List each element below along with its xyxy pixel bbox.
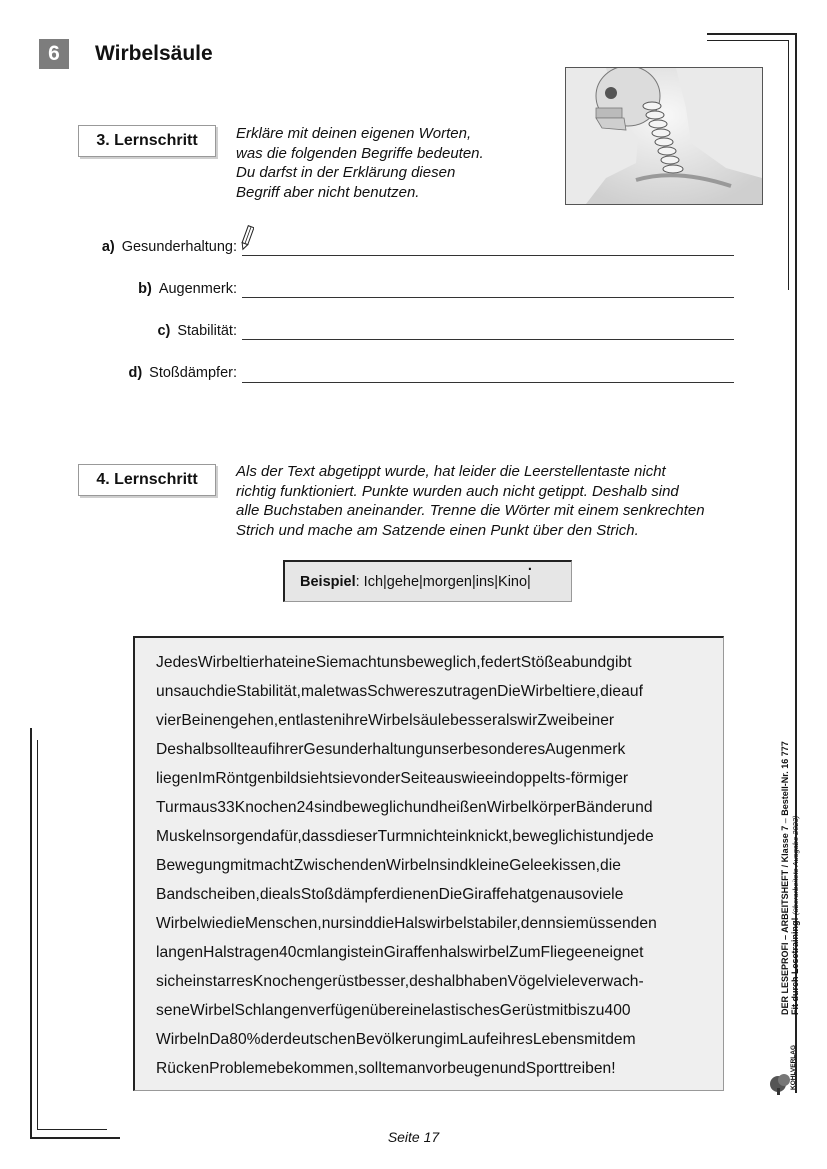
series-title: DER LESEPROFI – ARBEITSHEFT / Klasse 7 — [780, 825, 790, 1015]
corner-line — [707, 33, 797, 35]
step3-label: 3. Lernschritt — [78, 125, 216, 157]
step4-instructions — [236, 462, 705, 540]
answer-line-b[interactable] — [242, 297, 734, 298]
chapter-number: 6 — [39, 39, 69, 69]
text-line: RückenProblemebekommen,solltemanvorbeugenundSporttreiben! — [156, 1060, 616, 1077]
term-label: Augenmerk: — [158, 281, 237, 297]
page-title: Wirbelsäule — [95, 42, 213, 65]
instruction-line: was die folgenden Begriffe bedeuten. — [236, 144, 484, 162]
corner-line — [30, 728, 32, 1139]
corner-line — [707, 40, 789, 41]
answer-line-a[interactable] — [242, 255, 734, 256]
side-imprint — [780, 741, 801, 1015]
text-line: sicheinstarresKnochengerüstbesser,deshalbhabenVögelvieleverwach- — [156, 973, 644, 990]
corner-line — [788, 40, 789, 290]
text-line: WirbelnDa80%derdeutschenBevölkerungimLaufeihresLebensmitdem — [156, 1031, 636, 1048]
text-line: liegenImRöntgenbildsiehtsievonderSeiteauswieeindoppelts-förmiger — [156, 770, 629, 787]
pencil-icon — [240, 224, 254, 257]
instruction-line: Du darfst in der Erklärung diesen — [236, 164, 456, 181]
text-line: vierBeinengehen,entlastenihreWirbelsäulebesseralswirZweibeiner — [156, 712, 615, 729]
page-number: Seite 17 — [387, 1129, 440, 1145]
instruction-line: Begriff aber nicht benutzen. — [236, 183, 420, 201]
term-label: Stabilität: — [177, 323, 237, 339]
text-line: Turmaus33Knochen24sindbeweglichundheißenWirbelkörperBänderund — [156, 799, 653, 816]
edition-note: (überarbeitete Ausgabe 2023) — [791, 815, 800, 915]
text-line: Muskelnsorgendafür,dassdieserTurmnichteinknickt,beweglichistundjede — [156, 828, 654, 845]
text-line: unsauchdieStabilität,maletwasSchwereszutragenDieWirbeltiere,dieauf — [156, 683, 643, 700]
separator: – — [780, 815, 790, 826]
term-row-d — [128, 365, 237, 381]
instruction-line: alle Buchstaben aneinander. Trenne die Wörter mit einem senkrechten — [236, 502, 705, 519]
text-box[interactable] — [133, 636, 724, 1091]
example-text: : Ich|gehe|morgen|ins|Kino| — [355, 573, 531, 590]
publisher-logo — [768, 1040, 802, 1096]
instruction-line: Erkläre mit deinen eigenen Worten, — [236, 125, 472, 142]
term-label: Stoßdämpfer: — [149, 365, 237, 381]
answer-line-d[interactable] — [242, 382, 734, 383]
example-box — [283, 560, 572, 602]
answer-line-c[interactable] — [242, 339, 734, 340]
text-line: Bandscheiben,diealsStoßdämpferdienenDieGiraffehatgenausoviele — [156, 886, 624, 903]
text-line: seneWirbelSchlangenverfügenübereinelastischesGerüstmitbiszu400 — [156, 1002, 631, 1019]
text-line: langenHalstragen40cmlangisteinGiraffenhalswirbelZumFliegeeneignet — [156, 944, 644, 961]
instruction-line: Strich und mache am Satzende einen Punkt über den Strich. — [236, 521, 639, 539]
term-row-c — [157, 323, 237, 339]
text-line: BewegungmitmachtZwischendenWirbelnsindkleineGeleekissen,die — [156, 857, 621, 874]
example-label: Beispiel — [300, 573, 356, 590]
instruction-line: Als der Text abgetippt wurde, hat leider die Leerstellentaste nicht — [236, 463, 666, 480]
term-letter: a) — [101, 239, 115, 255]
spine-illustration — [565, 67, 763, 205]
term-letter: c) — [157, 323, 171, 339]
text-line: JedesWirbeltierhateineSiemachtunsbeweglich,federtStößeabundgibt — [156, 654, 632, 671]
period-dot-icon: · — [527, 561, 533, 578]
instruction-line: richtig funktioniert. Punkte wurden auch nicht getippt. Deshalb sind — [236, 482, 679, 500]
order-number: Bestell-Nr. 16 777 — [780, 741, 790, 816]
publisher-name: KOHLVERLAG — [790, 1044, 797, 1090]
corner-line — [37, 740, 38, 1130]
subtitle: Fit durch Lesetraining! — [790, 917, 800, 1015]
text-line: DeshalbsollteaufihrerGesunderhaltungunserbesonderesAugenmerk — [156, 741, 626, 758]
step3-instructions — [236, 124, 484, 202]
term-letter: b) — [138, 281, 152, 297]
step4-label: 4. Lernschritt — [78, 464, 216, 496]
text-line: WirbelwiedieMenschen,nursinddieHalswirbelstabiler,dennsiemüssenden — [156, 915, 657, 932]
term-row-b — [138, 281, 237, 297]
term-row-a — [102, 239, 237, 255]
term-label: Gesunderhaltung: — [121, 239, 237, 255]
term-letter: d) — [128, 365, 143, 381]
